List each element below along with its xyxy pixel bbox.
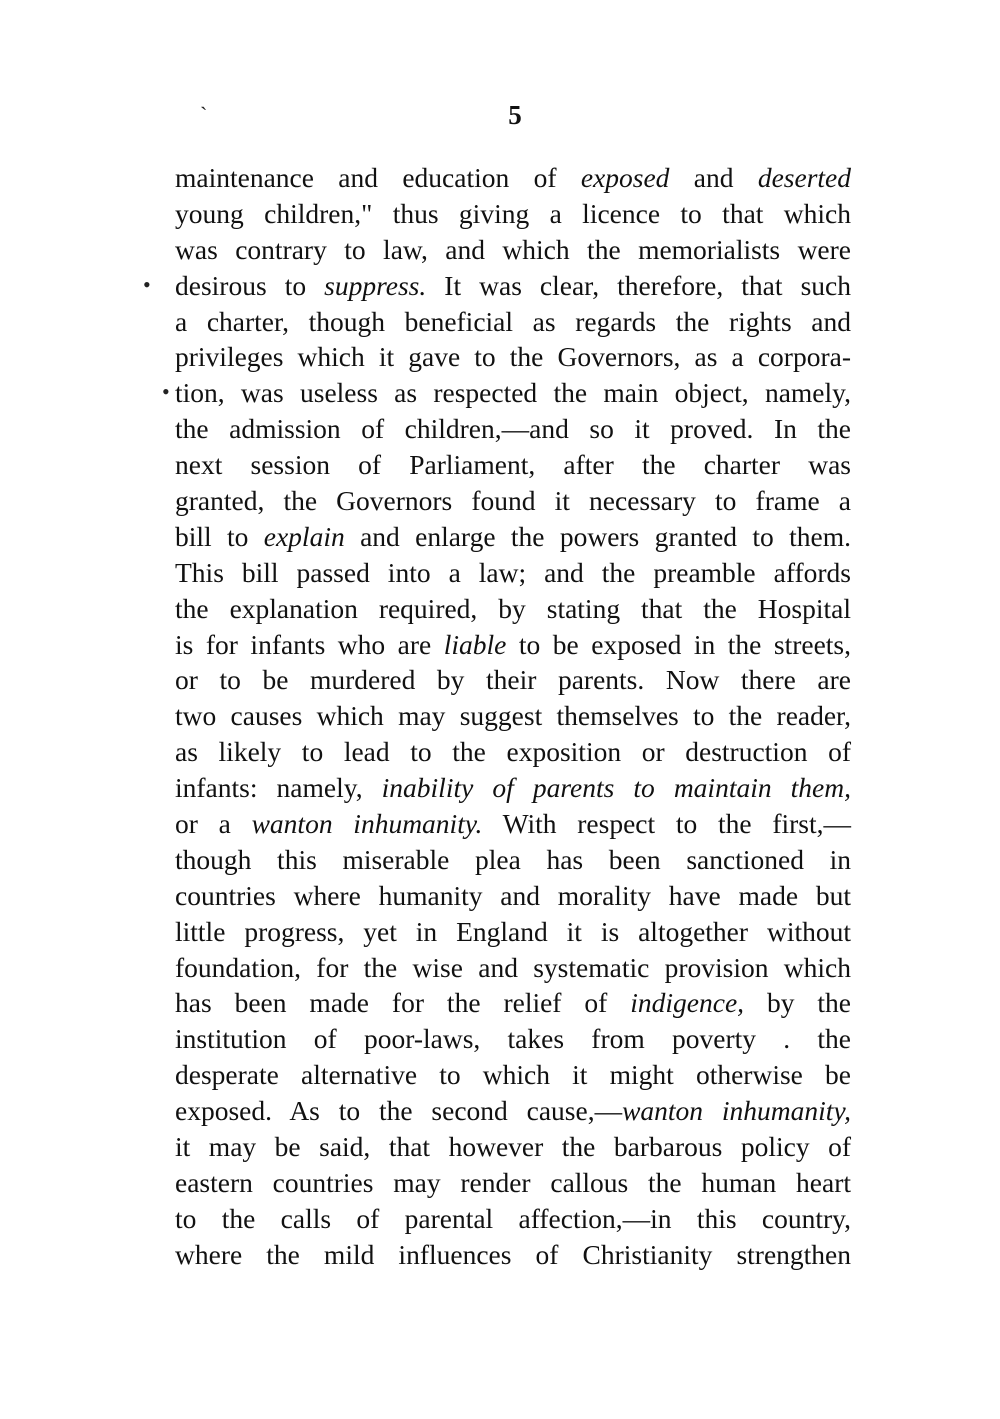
page-number: 5 xyxy=(508,100,522,130)
text-run: With respect to the first,— xyxy=(482,808,851,840)
text-run: privileges which it gave to the Governors, as a corpora- xyxy=(175,341,851,373)
text-line xyxy=(175,1021,851,1057)
text-line xyxy=(175,591,851,627)
italic-text: indigence, xyxy=(630,987,745,1019)
text-run: countries where humanity and morality have made but xyxy=(175,879,851,911)
italic-text: suppress. xyxy=(324,269,427,301)
text-line xyxy=(175,339,851,375)
text-run: little progress, yet in England it is altogether without xyxy=(175,915,851,947)
text-line xyxy=(175,411,851,447)
text-run: though this miserable plea has been sanctioned in xyxy=(175,843,851,875)
text-run: young children," thus giving a licence to that which xyxy=(175,197,851,229)
text-run: desirous to xyxy=(175,269,325,301)
text-line xyxy=(175,519,851,555)
text-run: is for infants who are xyxy=(175,628,444,660)
text-run: where the mild influences of Christianity strengthen xyxy=(175,1238,851,1270)
stray-mark: ` xyxy=(200,102,208,127)
text-run: the explanation required, by stating that the Hospital xyxy=(175,592,851,624)
stray-mark: • xyxy=(143,272,151,297)
text-run: exposed. As to the second cause,— xyxy=(175,1095,623,1127)
text-run: as likely to lead to the exposition or destruction of xyxy=(175,736,851,768)
text-run: institution of poor-laws, takes from poverty . the xyxy=(175,1023,851,1055)
body-text xyxy=(175,160,851,1273)
text-run: It was clear, therefore, that such xyxy=(426,269,851,301)
italic-text: explain xyxy=(263,520,345,552)
text-run: desperate alternative to which it might otherwise be xyxy=(175,1059,851,1091)
text-run: bill to xyxy=(175,520,264,552)
text-run: and xyxy=(669,162,758,193)
text-line xyxy=(175,878,851,914)
text-run: eastern countries may render callous the human heart xyxy=(175,1166,851,1198)
text-line xyxy=(175,627,851,663)
text-line xyxy=(175,1201,851,1237)
text-line xyxy=(175,806,851,842)
text-run: or a xyxy=(175,808,252,840)
text-line xyxy=(175,914,851,950)
text-line xyxy=(175,196,851,232)
text-run: foundation, for the wise and systematic provision which xyxy=(175,951,851,983)
stray-mark: • xyxy=(162,379,170,404)
text-line xyxy=(175,447,851,483)
text-line xyxy=(175,698,851,734)
text-run: has been made for the relief of xyxy=(175,987,631,1019)
text-line xyxy=(175,1129,851,1165)
text-run: two causes which may suggest themselves to the reader, xyxy=(175,700,851,732)
text-line xyxy=(175,555,851,591)
text-line xyxy=(175,375,851,411)
text-line xyxy=(175,268,851,304)
italic-text: exposed xyxy=(580,162,670,193)
text-line xyxy=(175,232,851,268)
text-run: granted, the Governors found it necessary to frame a xyxy=(175,485,851,517)
text-run: and enlarge the powers granted to them. xyxy=(344,520,852,552)
text-run: infants: namely, xyxy=(175,772,382,804)
text-line xyxy=(175,770,851,806)
text-run: or to be murdered by their parents. Now there are xyxy=(175,664,851,696)
text-line xyxy=(175,483,851,519)
text-run: a charter, though beneficial as regards the rights and xyxy=(175,305,851,337)
text-run: next session of Parliament, after the charter was xyxy=(175,449,851,481)
text-line xyxy=(175,304,851,340)
text-line xyxy=(175,985,851,1021)
text-line xyxy=(175,160,851,196)
text-run: to the calls of parental affection,—in this country, xyxy=(175,1202,851,1234)
italic-text: wanton inhumanity, xyxy=(622,1095,852,1127)
text-line xyxy=(175,1057,851,1093)
text-run: to be exposed in the streets, xyxy=(506,628,852,660)
text-run: This bill passed into a law; and the preamble affords xyxy=(175,556,851,588)
text-line xyxy=(175,1237,851,1273)
text-line xyxy=(175,842,851,878)
text-line xyxy=(175,734,851,770)
text-run: tion, was useless as respected the main object, namely, xyxy=(175,377,851,409)
italic-text: deserted xyxy=(757,162,851,193)
italic-text: liable xyxy=(443,628,507,660)
text-line xyxy=(175,1165,851,1201)
text-line xyxy=(175,662,851,698)
text-run: by the xyxy=(744,987,851,1019)
italic-text: wanton inhumanity. xyxy=(251,808,483,840)
text-run: it may be said, that however the barbarous policy of xyxy=(175,1131,851,1163)
text-run: was contrary to law, and which the memorialists were xyxy=(175,233,851,265)
text-run: the admission of children,—and so it proved. In the xyxy=(175,413,851,445)
italic-text: inability of parents to maintain them, xyxy=(381,772,851,804)
text-run: maintenance and education of xyxy=(175,162,581,193)
text-line xyxy=(175,950,851,986)
text-line xyxy=(175,1093,851,1129)
